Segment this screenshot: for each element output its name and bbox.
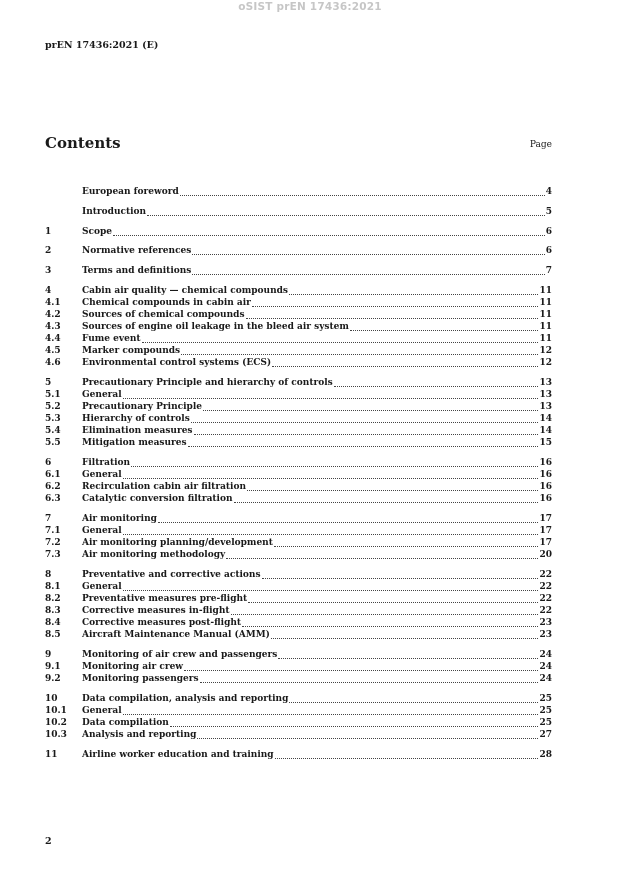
toc-entry-title: Environmental control systems (ECS) [82,358,272,368]
toc-entry-title: Mitigation measures [82,438,187,448]
toc-entry-number: 5.5 [45,438,61,448]
toc-entry[interactable] [45,705,552,717]
toc-entry-page: 17 [539,514,552,524]
toc-entry-page: 14 [539,426,552,436]
toc-entry-number: 5.2 [45,402,61,412]
toc-leader-dots [181,354,538,355]
toc-entry-title: Monitoring of air crew and passengers [82,650,278,660]
toc-entry-number: 7.1 [45,526,61,536]
toc-entry-title: General [82,470,122,480]
toc-entry[interactable] [45,605,552,617]
toc-entry[interactable] [45,673,552,685]
toc-entry-title: Analysis and reporting [82,730,197,740]
toc-entry-title: Hierarchy of controls [82,414,190,424]
toc-entry-number: 7 [45,514,52,524]
toc-entry[interactable] [45,206,552,218]
toc-entry[interactable] [45,617,552,629]
toc-entry-page: 16 [539,470,552,480]
toc-entry[interactable] [45,297,552,309]
toc-entry-title: Preventative measures pre-flight [82,594,248,604]
toc-entry-page: 16 [539,458,552,468]
toc-entry[interactable] [45,285,552,297]
toc-entry-number: 5.1 [45,390,61,400]
toc-entry[interactable] [45,321,552,333]
toc-leader-dots [123,478,539,479]
toc-entry-page: 13 [539,402,552,412]
toc-entry[interactable] [45,569,552,581]
toc-entry-number: 11 [45,750,58,760]
toc-leader-dots [334,386,539,387]
toc-entry-title: European foreword [82,187,179,197]
toc-entry[interactable] [45,245,552,257]
toc-entry-title: General [82,390,122,400]
toc-entry[interactable] [45,265,552,277]
toc-entry-number: 9.1 [45,662,61,672]
toc-entry-number: 5.3 [45,414,61,424]
toc-entry-page: 14 [539,414,552,424]
toc-entry-title: General [82,526,122,536]
toc-leader-dots [142,342,539,343]
toc-entry-page: 6 [545,246,552,256]
toc-entry[interactable] [45,537,552,549]
toc-entry-number: 7.3 [45,550,61,560]
toc-entry-number: 4.6 [45,358,61,368]
toc-entry-page: 20 [539,550,552,560]
toc-entry-number: 10.1 [45,706,67,716]
toc-leader-dots [170,726,539,727]
toc-entry-title: Aircraft Maintenance Manual (AMM) [82,630,270,640]
contents-heading: Contents [45,134,121,152]
toc-entry-page: 4 [545,187,552,197]
toc-entry-title: Airline worker education and training [82,750,274,760]
toc-entry-title: Corrective measures post-flight [82,618,242,628]
page-column-label: Page [529,140,552,150]
toc-entry-title: Elimination measures [82,426,193,436]
toc-entry[interactable] [45,661,552,673]
toc-entry-page: 24 [539,662,552,672]
toc-entry-number: 4.2 [45,310,61,320]
toc-entry-title: Preventative and corrective actions [82,570,261,580]
toc-leader-dots [123,398,539,399]
toc-entry[interactable] [45,457,552,469]
toc-entry-page: 28 [539,750,552,760]
toc-entry-number: 10.2 [45,718,67,728]
toc-leader-dots [274,546,539,547]
toc-leader-dots [242,626,538,627]
toc-leader-dots [252,306,539,307]
toc-entry-title: Catalytic conversion filtration [82,494,233,504]
toc-entry-title: Air monitoring [82,514,157,524]
toc-entry-page: 5 [545,207,552,217]
watermark: oSIST prEN 17436:2021 [238,1,382,13]
toc-entry-page: 22 [539,606,552,616]
toc-entry-page: 24 [539,674,552,684]
toc-entry-number: 9.2 [45,674,61,684]
toc-entry-page: 25 [539,718,552,728]
toc-entry[interactable] [45,345,552,357]
toc-entry-number: 4.5 [45,346,61,356]
toc-entry-title: Data compilation [82,718,169,728]
toc-leader-dots [246,318,539,319]
toc-entry-number: 4.4 [45,334,61,344]
toc-entry-number: 10.3 [45,730,67,740]
toc-entry[interactable] [45,629,552,641]
toc-leader-dots [131,466,538,467]
toc-entry[interactable] [45,513,552,525]
toc-entry-page: 13 [539,378,552,388]
toc-entry-title: Monitoring air crew [82,662,184,672]
toc-leader-dots [194,434,539,435]
toc-leader-dots [180,195,545,196]
toc-leader-dots [271,638,539,639]
toc-entry[interactable] [45,437,552,449]
toc-leader-dots [188,446,539,447]
toc-entry-title: Air monitoring methodology [82,550,226,560]
toc-entry-number: 7.2 [45,538,61,548]
toc-entry[interactable] [45,525,552,537]
toc-entry-page: 27 [539,730,552,740]
toc-entry[interactable] [45,377,552,389]
toc-entry-title: Chemical compounds in cabin air [82,298,251,308]
toc-leader-dots [192,274,544,275]
toc-entry-title: General [82,706,122,716]
toc-entry-page: 16 [539,494,552,504]
toc-entry[interactable] [45,226,552,238]
toc-entry-number: 8.1 [45,582,61,592]
toc-entry[interactable] [45,186,552,198]
toc-entry[interactable] [45,357,552,369]
toc-entry-title: Air monitoring planning/development [82,538,273,548]
toc-entry-page: 13 [539,390,552,400]
toc-entry-title: Fume event [82,334,141,344]
toc-entry-number: 3 [45,266,52,276]
toc-entry-page: 11 [539,286,552,296]
toc-entry-page: 25 [539,706,552,716]
toc-entry[interactable] [45,549,552,561]
toc-leader-dots [272,366,538,367]
toc-entry-page: 23 [539,630,552,640]
toc-entry-number: 8.2 [45,594,61,604]
toc-entry-page: 11 [539,298,552,308]
toc-entry-page: 7 [545,266,552,276]
toc-entry[interactable] [45,413,552,425]
toc-leader-dots [123,534,539,535]
toc-leader-dots [200,682,539,683]
toc-leader-dots [231,614,539,615]
toc-leader-dots [248,602,538,603]
page-number: 2 [45,836,52,847]
toc-entry[interactable] [45,749,552,761]
toc-leader-dots [113,235,545,236]
toc-leader-dots [158,522,539,523]
toc-leader-dots [203,410,539,411]
toc-entry-number: 4 [45,286,52,296]
toc-leader-dots [123,590,539,591]
toc-entry-number: 5.4 [45,426,61,436]
toc-leader-dots [247,490,538,491]
toc-entry-number: 10 [45,694,58,704]
toc-leader-dots [289,294,538,295]
toc-entry-title: Cabin air quality — chemical compounds [82,286,288,296]
toc-entry-title: Precautionary Principle [82,402,202,412]
toc-entry[interactable] [45,401,552,413]
toc-leader-dots [123,714,539,715]
toc-entry[interactable] [45,481,552,493]
toc-entry[interactable] [45,333,552,345]
toc-entry-number: 6.3 [45,494,61,504]
toc-entry[interactable] [45,309,552,321]
toc-entry-number: 5 [45,378,52,388]
toc-leader-dots [192,254,544,255]
toc-entry-page: 16 [539,482,552,492]
toc-entry[interactable] [45,493,552,505]
toc-entry-title: Corrective measures in-flight [82,606,230,616]
toc-entry[interactable] [45,389,552,401]
toc-entry-number: 6.1 [45,470,61,480]
toc-entry[interactable] [45,593,552,605]
toc-entry-page: 25 [539,694,552,704]
toc-entry-number: 2 [45,246,52,256]
toc-leader-dots [191,422,539,423]
toc-entry-page: 15 [539,438,552,448]
toc-entry-number: 8.5 [45,630,61,640]
toc-entry[interactable] [45,693,552,705]
toc-entry[interactable] [45,425,552,437]
toc-entry-title: Data compilation, analysis and reporting [82,694,289,704]
toc-entry-page: 17 [539,526,552,536]
toc-entry-number: 4.3 [45,322,61,332]
toc-entry[interactable] [45,581,552,593]
toc-entry-page: 12 [539,346,552,356]
toc-entry-number: 8.3 [45,606,61,616]
toc-entry-page: 22 [539,582,552,592]
toc-entry-page: 11 [539,322,552,332]
toc-entry-page: 23 [539,618,552,628]
toc-entry-title: Sources of engine oil leakage in the bleed air system [82,322,349,332]
toc-leader-dots [184,670,538,671]
toc-entry-number: 9 [45,650,52,660]
toc-entry-page: 12 [539,358,552,368]
toc-leader-dots [147,215,545,216]
toc-entry-title: Terms and definitions [82,266,192,276]
toc-entry-title: Filtration [82,458,131,468]
toc-entry-title: Marker compounds [82,346,181,356]
toc-leader-dots [289,702,538,703]
toc-entry-number: 6.2 [45,482,61,492]
toc-entry-page: 11 [539,310,552,320]
toc-entry[interactable] [45,729,552,741]
document-id: prEN 17436:2021 (E) [45,40,159,51]
toc-entry-number: 1 [45,227,52,237]
toc-entry-title: General [82,582,122,592]
toc-entry-page: 22 [539,594,552,604]
toc-leader-dots [278,658,538,659]
toc-entry[interactable] [45,649,552,661]
toc-entry-number: 6 [45,458,52,468]
toc-entry-title: Normative references [82,246,192,256]
toc-leader-dots [234,502,539,503]
toc-entry-title: Scope [82,227,113,237]
toc-entry-page: 17 [539,538,552,548]
toc-entry-number: 4.1 [45,298,61,308]
toc-entry-page: 11 [539,334,552,344]
toc-entry-page: 6 [545,227,552,237]
toc-entry-title: Precautionary Principle and hierarchy of controls [82,378,333,388]
toc-entry-number: 8 [45,570,52,580]
toc-leader-dots [262,578,539,579]
toc-entry[interactable] [45,469,552,481]
toc-entry-page: 22 [539,570,552,580]
toc-entry-title: Sources of chemical compounds [82,310,245,320]
toc-entry-number: 8.4 [45,618,61,628]
toc-leader-dots [350,330,539,331]
toc-entry-page: 24 [539,650,552,660]
toc-leader-dots [275,758,539,759]
toc-entry[interactable] [45,717,552,729]
toc-entry-title: Introduction [82,207,147,217]
toc-leader-dots [226,558,538,559]
toc-entry-title: Monitoring passengers [82,674,199,684]
toc-leader-dots [197,738,538,739]
toc-entry-title: Recirculation cabin air filtration [82,482,247,492]
